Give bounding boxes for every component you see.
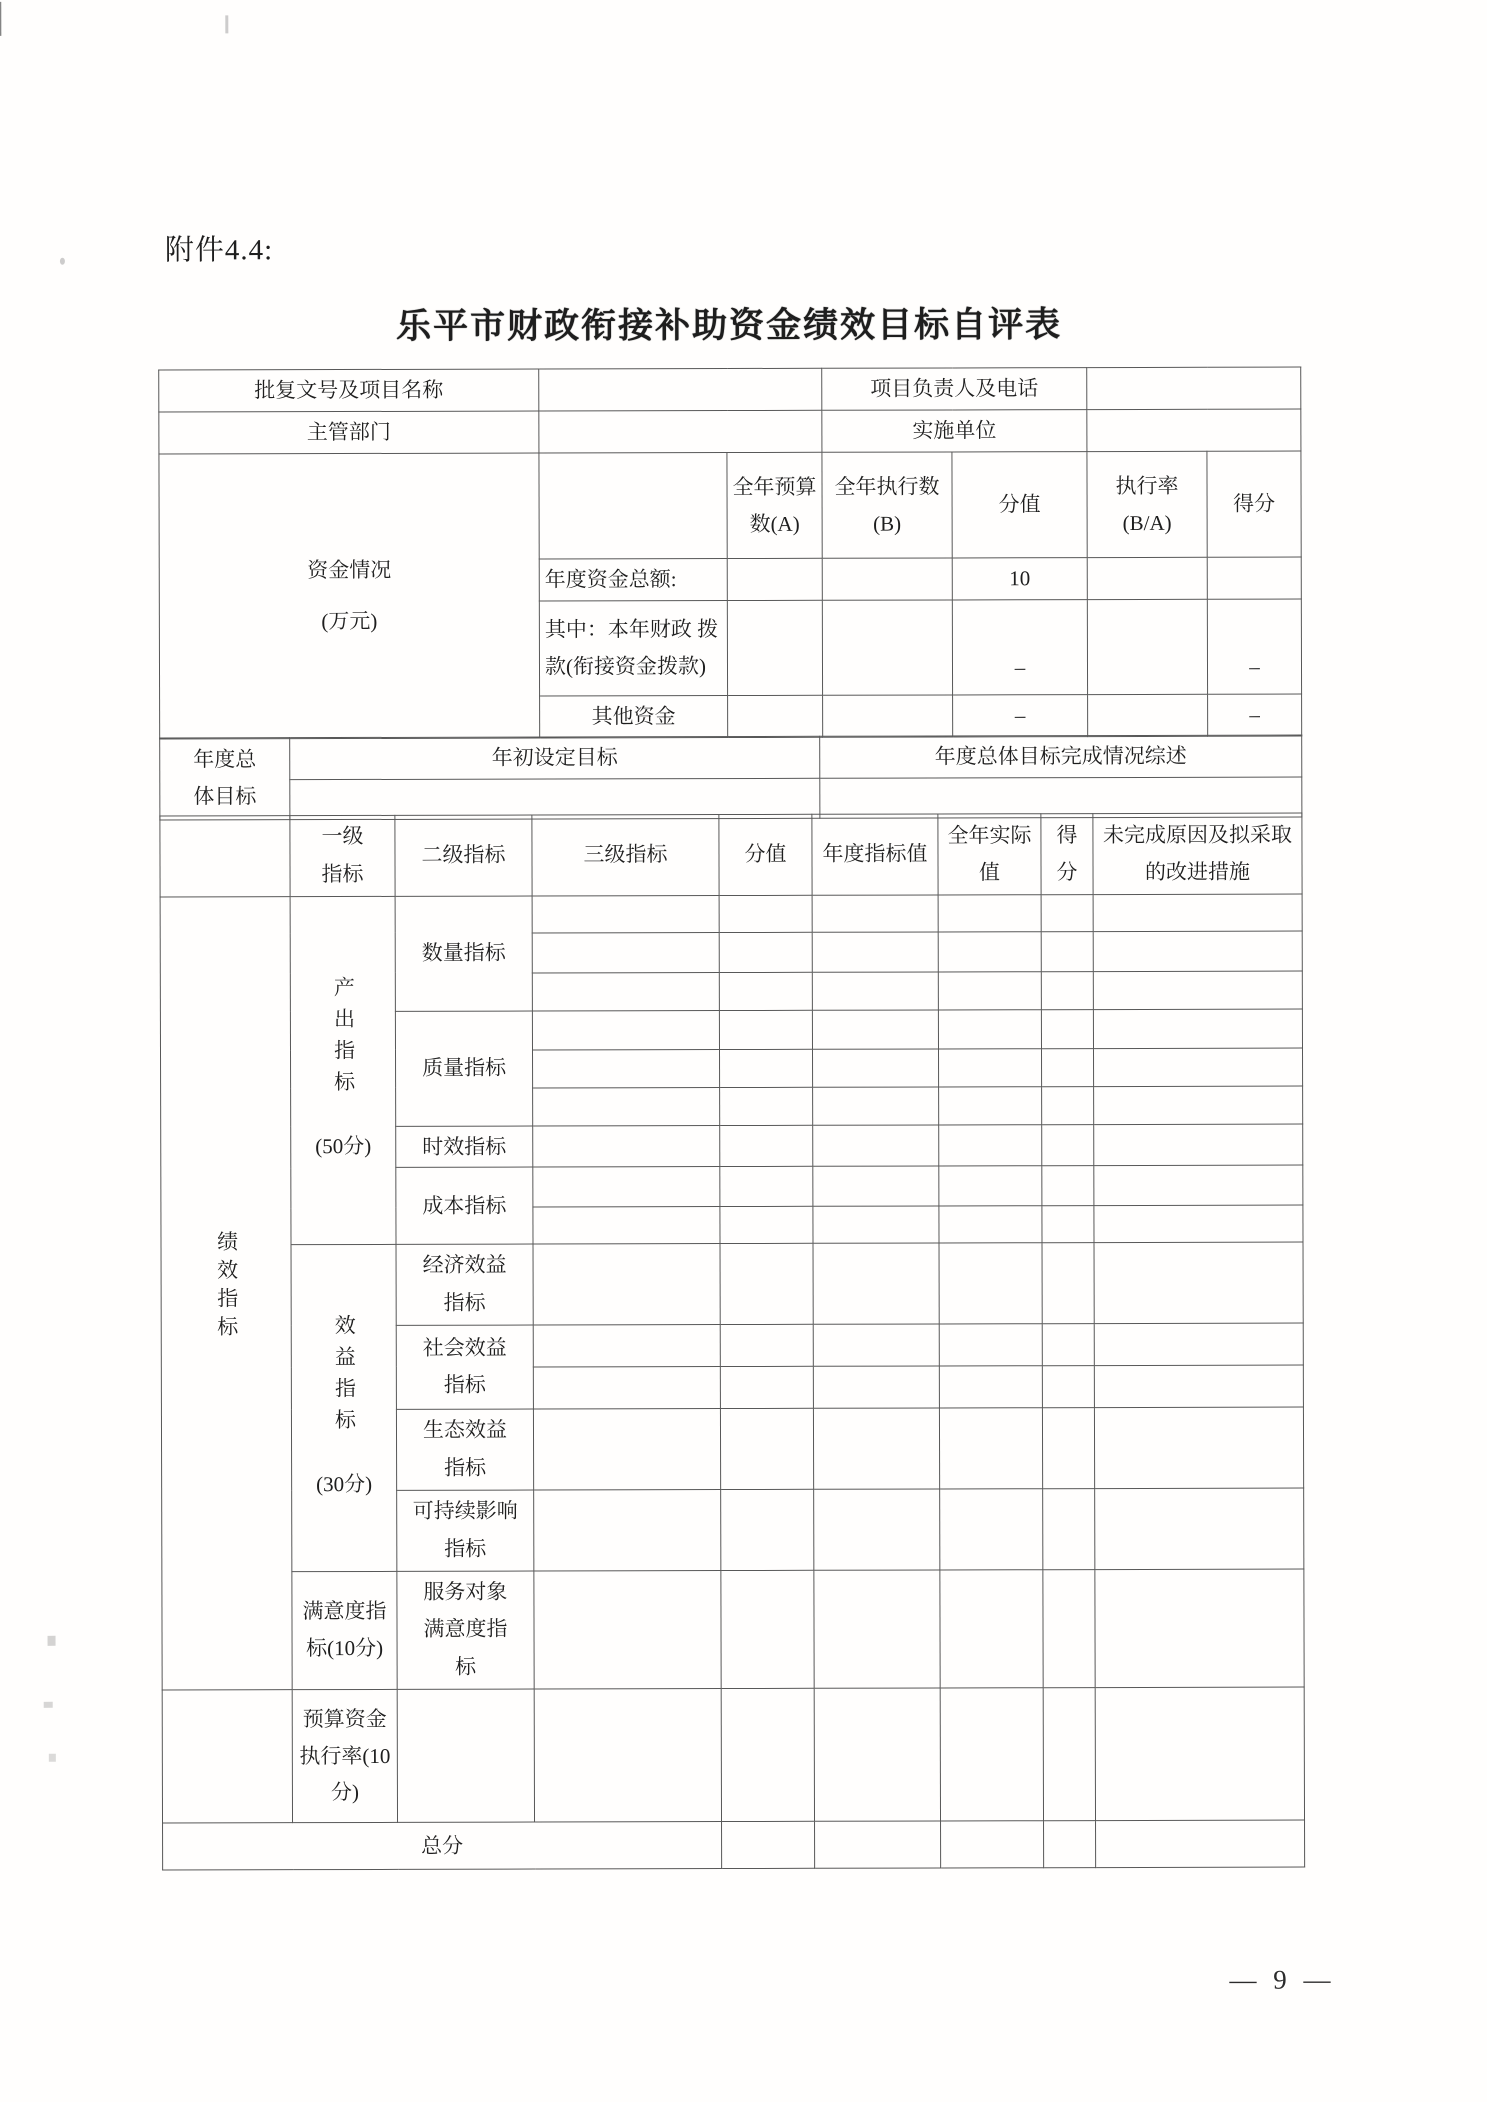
blank-cell	[720, 1324, 813, 1366]
blank-cell	[1043, 1569, 1095, 1688]
blank-cell	[812, 932, 938, 972]
blank-cell	[532, 932, 719, 972]
funding-label-line1: 资金情况	[307, 558, 392, 583]
blank-cell	[719, 972, 812, 1010]
blank-cell	[719, 932, 812, 972]
blank-cell	[720, 1244, 813, 1325]
blank-cell	[1041, 931, 1093, 971]
attachment-label: 附件4.4:	[164, 234, 274, 267]
blank-cell	[1094, 1205, 1303, 1243]
blank-cell	[939, 1206, 1042, 1243]
header-annual-target: 年度指标值	[812, 814, 938, 895]
header-remark: 未完成原因及拟采取 的改进措施	[1093, 813, 1302, 894]
blank-cell	[1087, 599, 1207, 694]
level2-service-text: 服务对象满意度指标	[423, 1579, 508, 1679]
level2-cost: 成本指标	[396, 1167, 533, 1244]
funding-row-other-score-value: –	[953, 695, 1088, 737]
funding-row-total-label: 年度资金总额:	[539, 559, 727, 601]
annual-goal-row-label-text: 年度总体目标	[193, 746, 257, 809]
blank-cell	[939, 1166, 1042, 1206]
blank-cell	[939, 1086, 1042, 1124]
indicator-header-row	[160, 813, 1302, 897]
blank-cell	[822, 600, 952, 695]
blank-cell	[397, 1689, 534, 1822]
performance-section-label-text: 绩效指标	[214, 1230, 239, 1344]
header-score: 得分	[1041, 814, 1093, 895]
blank-cell	[938, 894, 1041, 931]
blank-cell	[940, 1569, 1043, 1688]
blank-cell	[727, 558, 822, 600]
table-row	[159, 409, 1301, 454]
blank-cell	[1042, 1366, 1094, 1408]
budget-exec-rate-label: 预算资金执行率(10分)	[292, 1689, 397, 1822]
blank-cell	[722, 1821, 815, 1868]
page-number: — 9 —	[1229, 1964, 1336, 1995]
blank-cell	[1096, 1820, 1305, 1868]
level2-ecological	[396, 1409, 533, 1490]
blank-cell	[1094, 1323, 1303, 1366]
blank-cell	[813, 1087, 939, 1125]
table-row	[160, 735, 1302, 780]
blank-cell	[1044, 1820, 1096, 1867]
blank-cell	[160, 816, 290, 897]
blank-cell	[939, 1408, 1042, 1489]
blank-cell	[938, 931, 1041, 971]
blank-cell	[1088, 694, 1208, 736]
blank-cell	[720, 1087, 813, 1125]
blank-cell	[1095, 1488, 1304, 1569]
blank-cell	[1042, 1166, 1094, 1206]
blank-cell	[1043, 1687, 1095, 1820]
blank-cell	[939, 1324, 1042, 1366]
table-row	[161, 1242, 1303, 1326]
level1-output	[290, 896, 396, 1245]
blank-cell	[720, 1125, 813, 1167]
blank-cell	[1093, 1048, 1302, 1087]
blank-cell	[813, 1243, 939, 1324]
blank-cell	[1041, 971, 1093, 1009]
table-row	[159, 451, 1301, 560]
blank-cell	[1094, 1365, 1303, 1408]
level1-benefit	[291, 1245, 397, 1571]
manager-value-cell	[1087, 367, 1301, 410]
blank-cell	[720, 1167, 813, 1207]
scan-artifact	[49, 1754, 56, 1762]
annual-goal-table	[159, 735, 1302, 821]
table-row	[163, 1820, 1305, 1870]
blank-cell	[1095, 1687, 1304, 1821]
unit-label: 实施单位	[822, 410, 1087, 453]
level1-output-text: 产出指标	[331, 976, 356, 1103]
level2-timeliness: 时效指标	[396, 1126, 533, 1168]
blank-cell	[939, 1124, 1042, 1166]
level2-quality: 质量指标	[395, 1011, 532, 1126]
level2-social-text: 社会效益指标	[422, 1335, 507, 1398]
funding-row-fiscal-score: –	[1207, 599, 1301, 694]
col-exec-rate-header: 执行率 (B/A)	[1087, 451, 1207, 557]
scan-artifact	[60, 258, 65, 265]
blank-cell	[533, 1408, 720, 1489]
blank-cell	[1042, 1086, 1094, 1124]
indicator-table	[159, 813, 1305, 1871]
unit-value-cell	[1087, 409, 1301, 452]
level2-service	[397, 1571, 534, 1690]
blank-cell	[533, 1244, 720, 1325]
blank-cell	[940, 1688, 1043, 1821]
level1-output-score: (50分)	[315, 1134, 372, 1159]
funding-row-total-score-value: 10	[952, 558, 1087, 600]
level1-benefit-text: 效益指标	[332, 1313, 357, 1440]
header-level1-text: 一级指标	[321, 823, 364, 886]
blank-cell	[1042, 1206, 1094, 1243]
blank-cell	[721, 1688, 814, 1821]
blank-cell	[532, 1010, 719, 1049]
blank-cell	[1041, 1009, 1093, 1048]
blank-cell	[823, 695, 953, 737]
blank-cell	[720, 1207, 813, 1244]
blank-cell	[813, 1206, 939, 1243]
blank-cell	[1093, 931, 1302, 972]
blank-cell	[1041, 894, 1093, 931]
blank-cell	[533, 1087, 720, 1125]
funding-row-other-score: –	[1208, 694, 1302, 736]
scan-artifact	[44, 1702, 53, 1708]
blank-cell	[532, 1049, 719, 1087]
blank-cell	[727, 600, 822, 695]
blank-cell	[1042, 1124, 1094, 1166]
header-funding-table	[158, 367, 1302, 740]
manager-label: 项目负责人及电话	[822, 368, 1087, 411]
funding-row-fiscal-score-value: –	[952, 600, 1087, 695]
funding-row-other-label: 其他资金	[540, 696, 728, 738]
blank-cell	[719, 1049, 812, 1087]
blank-cell	[1043, 1489, 1095, 1570]
blank-cell	[822, 558, 952, 600]
blank-cell	[814, 1570, 940, 1689]
level1-benefit-score: (30分)	[316, 1471, 373, 1496]
col-budget-header: 全年预算数(A)	[727, 452, 822, 558]
funding-label-line2: (万元)	[321, 608, 378, 634]
level2-economic	[396, 1244, 533, 1325]
blank-cell	[534, 1688, 721, 1821]
blank-cell	[814, 1489, 940, 1570]
blank-cell	[1041, 1048, 1093, 1086]
annual-goal-row-label	[160, 738, 290, 820]
blank-cell	[1095, 1569, 1304, 1688]
scan-artifact	[225, 15, 228, 33]
blank-cell	[938, 1009, 1041, 1048]
blank-cell	[1094, 1407, 1303, 1489]
blank-cell	[533, 1324, 720, 1366]
blank-cell	[721, 1489, 814, 1570]
blank-cell	[939, 1243, 1042, 1324]
blank-cell	[539, 453, 727, 559]
blank-cell	[1093, 971, 1302, 1010]
blank-cell	[719, 895, 812, 932]
blank-cell	[162, 1690, 292, 1823]
blank-cell	[1094, 1086, 1303, 1125]
blank-cell	[1094, 1242, 1303, 1323]
performance-section-label	[160, 896, 292, 1690]
blank-cell	[1094, 1124, 1303, 1166]
blank-cell	[533, 1125, 720, 1167]
blank-cell	[812, 972, 938, 1010]
table-row	[160, 894, 1302, 934]
department-value-cell	[539, 410, 822, 453]
blank-cell	[812, 1010, 938, 1049]
level2-quantity: 数量指标	[395, 896, 532, 1011]
blank-cell	[719, 1010, 812, 1049]
blank-cell	[720, 1408, 813, 1489]
blank-cell	[1087, 557, 1207, 599]
blank-cell	[813, 1366, 939, 1408]
blank-cell	[813, 1324, 939, 1366]
table-row	[159, 367, 1301, 412]
blank-cell	[720, 1366, 813, 1408]
blank-cell	[1042, 1408, 1094, 1489]
goal-set-header: 年初设定目标	[290, 736, 820, 779]
blank-cell	[813, 1408, 939, 1489]
blank-cell	[941, 1821, 1044, 1868]
blank-cell	[938, 1048, 1041, 1086]
level2-economic-text: 经济效益指标	[422, 1252, 507, 1315]
col-executed-header: 全年执行数(B)	[822, 452, 952, 558]
col-score-value-header: 分值	[952, 452, 1087, 558]
blank-cell	[940, 1489, 1043, 1570]
blank-cell	[814, 1688, 940, 1821]
level2-sustainable-text: 可持续影响指标	[412, 1498, 518, 1561]
blank-cell	[534, 1489, 721, 1570]
header-annual-actual: 全年实际值	[938, 814, 1041, 895]
blank-cell	[721, 1570, 814, 1689]
blank-cell	[812, 895, 938, 932]
blank-cell	[1207, 557, 1301, 599]
col-score-header: 得分	[1207, 451, 1301, 557]
blank-cell	[1093, 1009, 1302, 1049]
approval-label: 批复文号及项目名称	[159, 369, 539, 412]
header-level3: 三级指标	[532, 815, 719, 896]
level2-social	[396, 1325, 533, 1409]
blank-cell	[939, 1366, 1042, 1408]
blank-cell	[1042, 1324, 1094, 1366]
total-score-label: 总分	[163, 1821, 722, 1869]
funding-row-fiscal-label: 其中：本年财政 拨款(衔接资金拨款)	[539, 601, 727, 696]
blank-cell	[938, 971, 1041, 1009]
funding-section-label	[159, 453, 540, 739]
table-row	[162, 1569, 1304, 1690]
scan-artifact	[48, 1636, 56, 1646]
table-row	[162, 1687, 1304, 1823]
approval-value-cell	[539, 368, 822, 411]
blank-cell	[532, 895, 719, 932]
scan-artifact	[0, 2, 1, 36]
blank-cell	[813, 1125, 939, 1167]
header-score-value: 分值	[719, 814, 812, 895]
page-title: 乐平市财政衔接补助资金绩效目标自评表	[396, 305, 1063, 346]
goal-summary-header: 年度总体目标完成情况综述	[820, 735, 1302, 778]
blank-cell	[1042, 1243, 1094, 1324]
blank-cell	[812, 1049, 938, 1087]
header-level1	[290, 815, 395, 896]
blank-cell	[532, 972, 719, 1010]
blank-cell	[728, 695, 823, 737]
level2-sustainable	[397, 1490, 534, 1571]
department-label: 主管部门	[159, 411, 539, 454]
blank-cell	[533, 1366, 720, 1408]
level1-satisfaction: 满意度指标(10分)	[292, 1571, 397, 1690]
blank-cell	[815, 1821, 941, 1868]
blank-cell	[1093, 894, 1302, 932]
level2-ecological-text: 生态效益指标	[422, 1417, 508, 1480]
blank-cell	[533, 1167, 720, 1207]
blank-cell	[533, 1207, 720, 1244]
blank-cell	[1094, 1165, 1303, 1206]
blank-cell	[813, 1166, 939, 1206]
header-level2: 二级指标	[395, 815, 532, 896]
blank-cell	[534, 1570, 721, 1689]
